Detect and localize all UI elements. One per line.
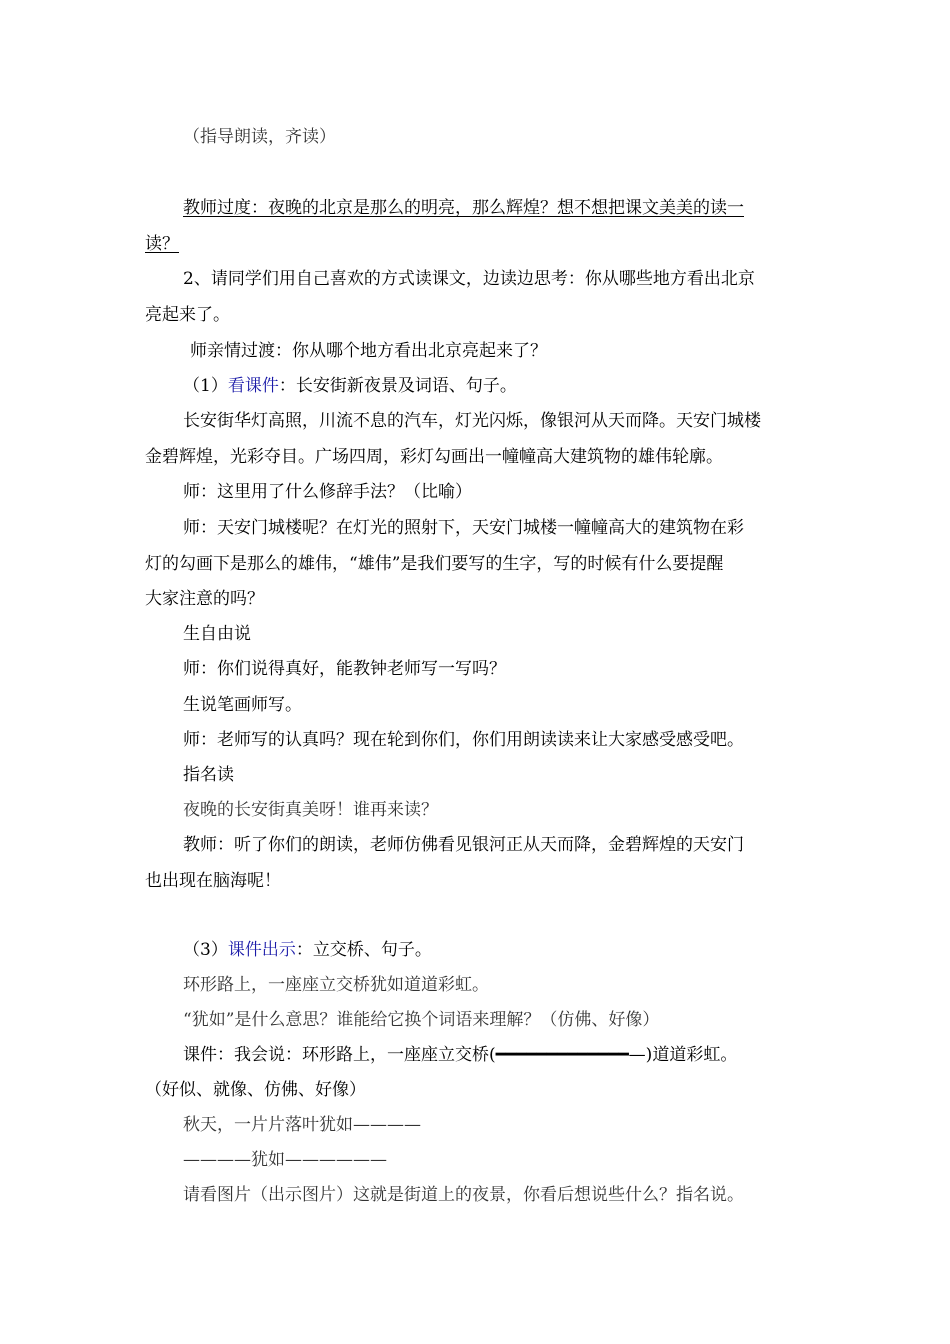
section-1-number: （1）	[183, 376, 228, 396]
changan-text-line-1: 长安街华灯高照，川流不息的汽车，灯光闪烁，像银河从天而降。天安门城楼	[183, 411, 761, 431]
section-1-desc: ：长安街新夜景及词语、句子。	[278, 376, 517, 396]
student-stroke-order: 生说笔画师写。	[183, 695, 302, 715]
courseware-label-1: 看课件	[227, 376, 279, 396]
teacher-transition-2: 师亲情过渡：你从哪个地方看出北京亮起来了？	[190, 341, 547, 361]
teacher-tiananmen-line-1: 师：天安门城楼呢？在灯光的照射下，天安门城楼一幢幢高大的建筑物在彩	[183, 518, 744, 538]
synonym-options: （好似、就像、仿佛、好像）	[145, 1080, 366, 1100]
courseware-label-3: 课件出示	[227, 940, 296, 960]
paragraph-reading-guide: （指导朗读，齐读）	[183, 127, 336, 147]
teacher-praise: 师：你们说得真好，能教钟老师写一写吗？	[183, 659, 506, 679]
changan-beautiful: 夜晚的长安街真美呀！谁再来读？	[183, 800, 438, 820]
youru-blank-sentence: ————犹如——————	[183, 1150, 387, 1170]
question-2-line-2: 亮起来了。	[145, 305, 230, 325]
student-free-talk: 生自由说	[183, 624, 251, 644]
section-3-desc: ：立交桥、句子。	[295, 940, 432, 960]
picture-prompt: 请看图片（出示图片）这就是街道上的夜景，你看后想说些什么？指名说。	[183, 1185, 744, 1205]
teacher-transition-line-2: 读？	[145, 234, 179, 254]
question-2-line-1: 2、请同学们用自己喜欢的方式读课文，边读边思考：你从哪些地方看出北京	[183, 269, 755, 289]
youru-meaning-question: “犹如”是什么意思？谁能给它换个词语来理解？（仿佛、好像）	[183, 1010, 660, 1030]
section-3-heading	[183, 939, 432, 961]
courseware-fill-blank: 课件：我会说：环形路上，一座座立交桥(━━━━━━━━━━━━━—)道道彩虹。	[183, 1045, 738, 1065]
overpass-sentence: 环形路上，一座座立交桥犹如道道彩虹。	[183, 975, 489, 995]
teacher-reading-prompt: 师：老师写的认真吗？现在轮到你们，你们用朗读读来让大家感受感受吧。	[183, 730, 744, 750]
changan-text-line-2: 金碧辉煌，光彩夺目。广场四周，彩灯勾画出一幢幢高大建筑物的雄伟轮廓。	[145, 447, 723, 467]
teacher-question-rhetoric: 师：这里用了什么修辞手法？（比喻）	[183, 482, 472, 502]
section-3-number: （3）	[183, 940, 228, 960]
teacher-transition-line-1: 教师过度：夜晚的北京是那么的明亮，那么辉煌？想不想把课文美美的读一	[183, 198, 744, 218]
section-1-heading	[183, 375, 517, 397]
teacher-summary-line-1: 教师：听了你们的朗读，老师仿佛看见银河正从天而降，金碧辉煌的天安门	[183, 835, 744, 855]
teacher-tiananmen-line-2: 灯的勾画下是那么的雄伟，“雄伟”是我们要写的生字，写的时候有什么要提醒	[145, 554, 724, 574]
teacher-tiananmen-line-3: 大家注意的吗？	[145, 589, 264, 609]
teacher-summary-line-2: 也出现在脑海呢！	[145, 871, 281, 891]
autumn-leaves-sentence: 秋天，一片片落叶犹如————	[183, 1115, 421, 1135]
named-reading: 指名读	[183, 765, 234, 785]
